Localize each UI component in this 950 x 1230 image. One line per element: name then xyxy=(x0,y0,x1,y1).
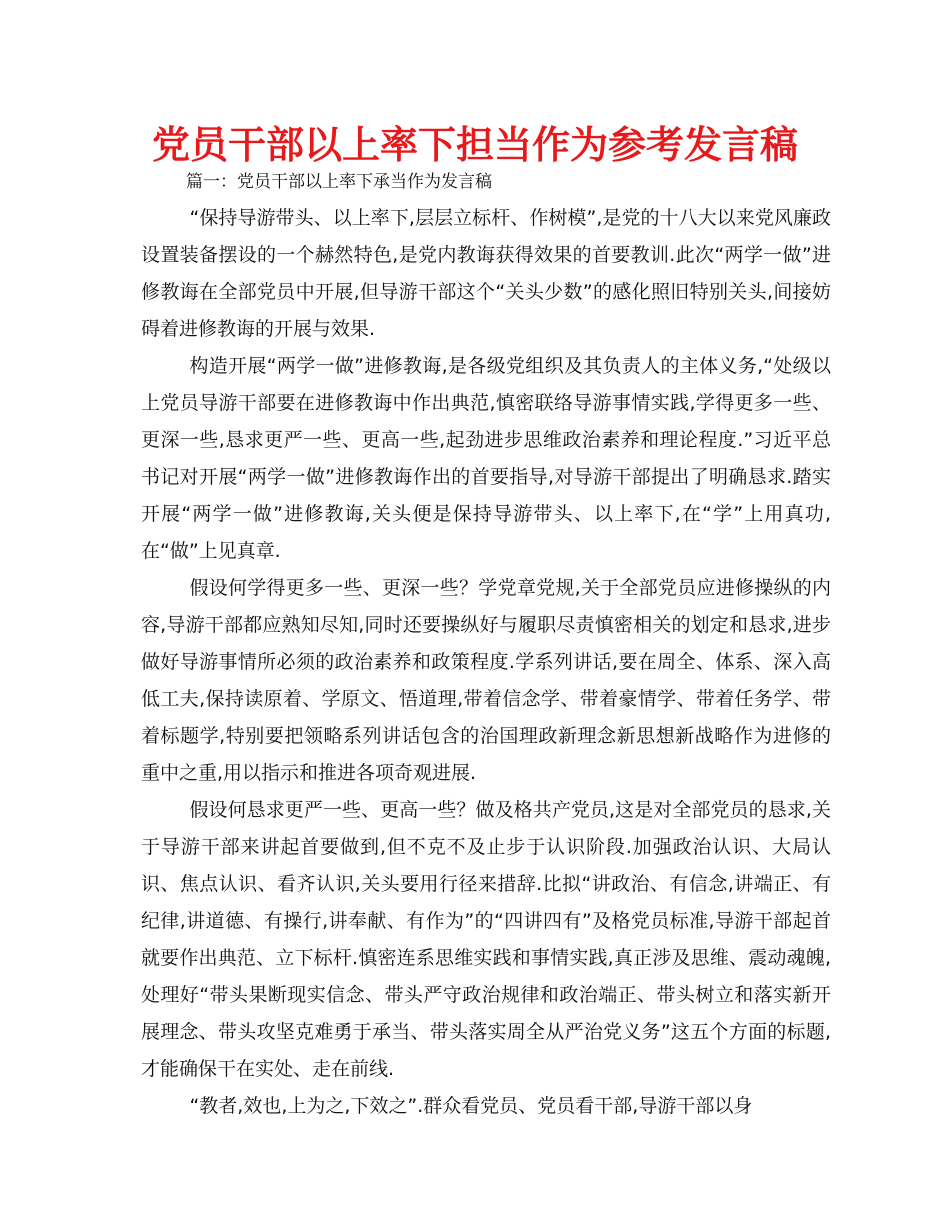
document-title: 党员干部以上率下担当作为参考发言稿 xyxy=(151,123,798,167)
paragraph-4: 假设何恳求更严一些、更高一些？做及格共产党员,这是对全部党员的恳求,关于导游干部来讲起首要做到,但不克不及止步于认识阶段.加强政治认识、大局认识、焦点认识、看齐认识,关头要用行径来措辞.比拟“讲政治、有信念,讲端正、有纪律,讲道德、有操行,讲奉献、有作为”的“四讲四有”及格党员标准,导游干部起首就要作出典范、立下标杆.慎密连系思维实践和事情实践,真正涉及思维、震动魂魄,处理好“带头果断现实信念、带头严守政治规律和政治端正、带头树立和落实新开展理念、带头攻坚克难勇于承当、带头落实周全从严治党义务”这五个方面的标题,才能确保干在实处、走在前线. xyxy=(141,799,831,1080)
paragraph-5: “教者,效也,上为之,下效之”.群众看党员、党员看干部,导游干部以身 xyxy=(189,1095,753,1117)
paragraph-3: 假设何学得更多一些、更深一些？学党章党规,关于全部党员应进修操纵的内容,导游干部都应熟知尽知,同时还要操纵好与履职尽责慎密相关的划定和恳求,进步做好导游事情所必须的政治素养和政策程度.学系列讲话,要在周全、体系、深入高低工夫,保持读原着、学原文、悟道理,带着信念学、带着豪情学、带着任务学、带着标题学,特别要把领略系列讲话包含的治国理政新理念新思想新战略作为进修的重中之重,用以指示和推进各项奇观进展. xyxy=(141,577,831,784)
paragraph-2: 构造开展“两学一做”进修教诲,是各级党组织及其负责人的主体义务,“处级以上党员导游干部要在进修教诲中作出典范,慎密联络导游事情实践,学得更多一些、更深一些,恳求更严一些、更高一些,起劲进步思维政治素养和理论程度.”习近平总书记对开展“两学一做”进修教诲作出的首要指导,对导游干部提出了明确恳求.踏实开展“两学一做”进修教诲,关头便是保持导游带头、以上率下,在“学”上用真功,在“做”上见真章. xyxy=(141,355,831,562)
document-body xyxy=(141,200,831,1125)
paragraph-1: “保持导游带头、以上率下,层层立标杆、作树模”,是党的十八大以来党风廉政设置装备摆设的一个赫然特色,是党内教诲获得效果的首要教训.此次“两学一做”进修教诲在全部党员中开展,但导游干部这个“关头少数”的感化照旧特别关头,间接妨碍着进修教诲的开展与效果. xyxy=(141,207,831,340)
document-subtitle: 篇一：党员干部以上率下承当作为发言稿 xyxy=(186,172,492,192)
